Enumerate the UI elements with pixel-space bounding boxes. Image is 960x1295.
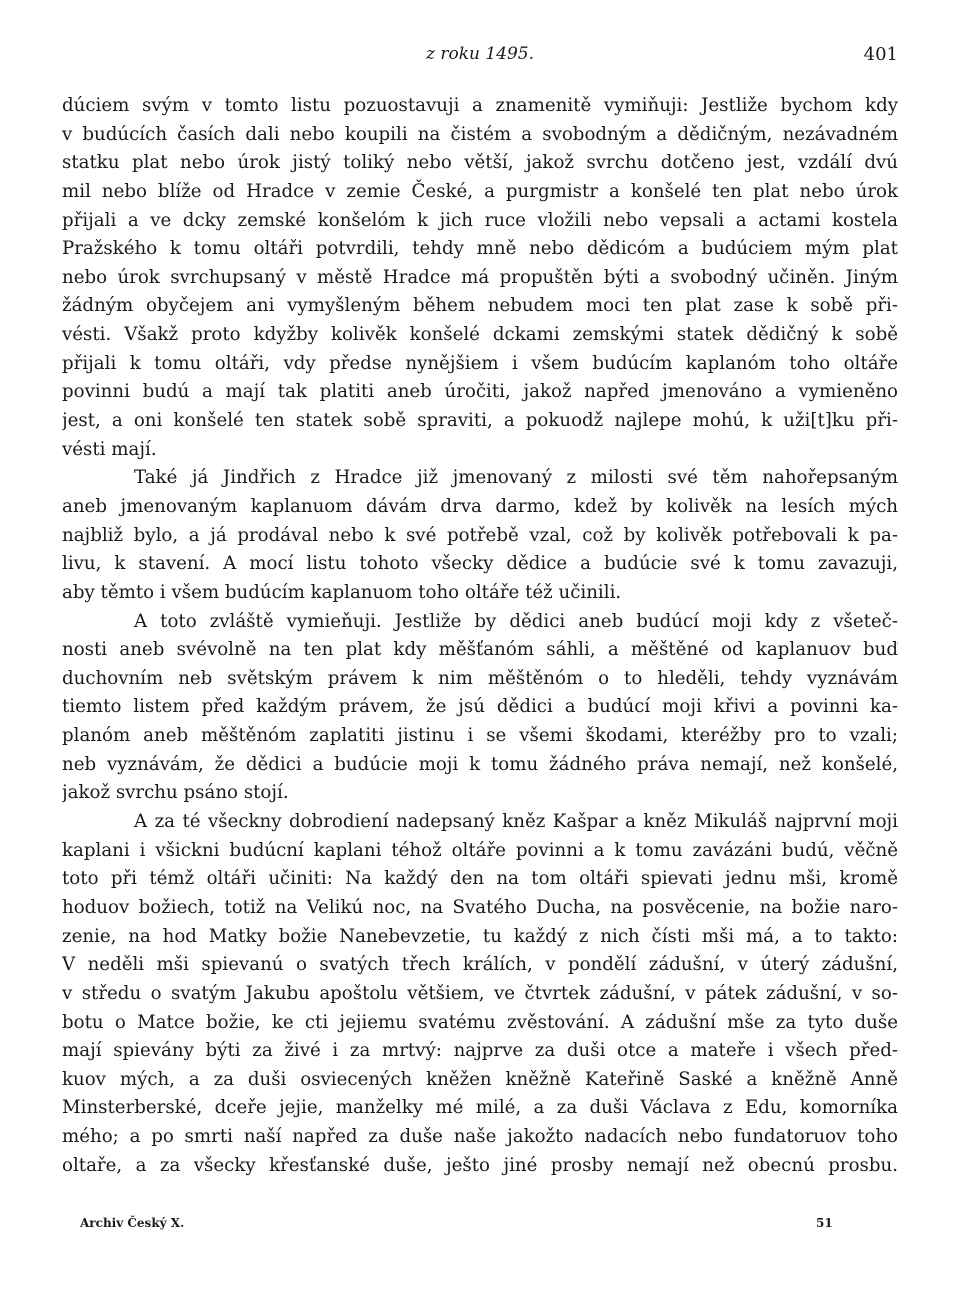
text-line: botu o Matce božie, ke cti jejiemu svatému zvěstování. A zádušní mše za tyto duše [62, 1011, 898, 1033]
text-line: zenie, na hod Matky božie Nanebevzetie, tu každý z nich čísti mši má, a to takto: [62, 925, 898, 947]
text-line: duchovním neb světským právem k nim měštěnóm o to hleděli, tehdy vyznávám [62, 667, 898, 689]
text-line: Pražského k tomu oltáři potvrdili, tehdy mně nebo dědicóm a budúciem mým plat [62, 238, 898, 260]
signature-mark: Archiv Český X. [80, 1216, 185, 1230]
text-line: nosti aneb svévolně na ten plat kdy měšťanóm sáhli, a měštěné od kaplanuov buď [62, 639, 898, 661]
text-line: Minsterberské, dceře jejie, manželky mé milé, a za duši Václava z Edu, komorníka [62, 1097, 898, 1119]
text-line: neb vyznávám, že dědici a budúcie moji k tomu žádného práva nemají, než konšelé, [62, 753, 898, 775]
text-line: vésti. Všakž proto kdyžby kolivěk konšelé dckami zemskými statek dědičný k sobě [62, 324, 898, 346]
text-line: kuov mých, a za duši osviecených kněžen kněžně Kateřině Saské a kněžně Anně [62, 1068, 898, 1090]
text-line: oltaře, a za všecky křesťanské duše, ješto jiné prosby nemají než obecnú prosbu. [62, 1154, 898, 1176]
text-line: mého; a po smrti naší napřed za duše naše jakožto nadacích nebo fundatoruov toho [62, 1126, 898, 1148]
text-line: mil nebo blíže od Hradce v zemie České, a purgmistr a konšelé ten plat nebo úrok [62, 180, 898, 202]
text-line: planóm aneb měštěnóm zaplatiti jistinu i se všemi škodami, kteréžby pro to vzali; [62, 725, 898, 747]
text-line: v budúcích časích dali nebo koupili na čistém a svobodným a dědičným, nezávadném [62, 123, 898, 145]
text-line: Také já Jindřich z Hradce již jmenovaný z milosti své těm nahořepsaným [134, 467, 898, 489]
text-line: aby těmto i všem budúcím kaplanuom toho oltáře též učinili. [62, 581, 622, 603]
text-line: dúciem svým v tomto listu pozuostavuji a znamenitě vymiňuji: Jestliže bychom kdy [62, 95, 898, 116]
text-line: livu, k stavení. A mocí listu tohoto všecky dědice a budúcie své k tomu zavazuji, [62, 553, 898, 575]
text-line: tiemto listem před každým právem, že jsú dědici a budúcí moji křivi a povinni ka- [62, 696, 898, 718]
text-line: statku plat nebo úrok jistý toliký nebo větší, jakož svrchu dotčeno jest, vzdálí dvú [62, 152, 898, 174]
text-line: aneb jmenovaným kaplanuom dávám drva darmo, kdež by kolivěk na lesích mých [62, 495, 898, 517]
text-line: V neděli mši spievanú o svatých třech králích, v pondělí zádušní, v úterý zádušní, [62, 954, 898, 976]
running-head [62, 38, 898, 78]
text-line: nebo úrok svrchupsaný v městě Hradce má propuštěn býti a svobodný učiněn. Jiným [62, 266, 898, 288]
body-text [62, 92, 898, 1180]
text-line: A za té všeckny dobrodiení nadepsaný kněz Kašpar a kněz Mikuláš najprvní moji [134, 811, 898, 833]
text-line: povinni budú a mají tak platiti aneb úročiti, jakož napřed jmenováno a vymieněno [62, 381, 898, 403]
text-line: kaplani i všickni budúcní kaplani téhož oltáře povinni a k tomu zavázáni budú, věčně [62, 839, 898, 861]
book-page [62, 38, 898, 1268]
text-line: žádným obyčejem ani vymyšleným během nebudem moci ten plat zase k sobě při- [62, 295, 898, 317]
text-line: v středu o svatým Jakubu apoštolu většiem, ve čtvrtek zádušní, v pátek zádušní, v so- [62, 982, 898, 1004]
page-number: 401 [863, 44, 898, 65]
sheet-number: 51 [816, 1216, 833, 1230]
page-footer [62, 1216, 898, 1238]
text-line: A toto zvláště vymieňuji. Jestliže by dědici aneb budúcí moji kdy z všeteč- [134, 610, 898, 632]
running-title: z roku 1495. [425, 44, 535, 64]
text-line: jakož svrchu psáno stojí. [62, 782, 289, 804]
text-line: hoduov božiech, totiž na Velikú noc, na Svatého Ducha, na posvěcenie, na božie naro- [62, 896, 898, 918]
text-line: přijali k tomu oltáři, vdy předse nynějšiem i všem budúcím kaplanóm toho oltáře [62, 352, 898, 374]
text-line: mají spievány býti za živé i za mrtvý: najprve za duši otce a mateře i všech před- [62, 1040, 898, 1062]
text-line: najbliž bylo, a já prodával nebo k své potřebě vzal, což by kolivěk potřebovali k pa- [62, 524, 898, 546]
text-line: jest, a oni konšelé ten statek sobě spraviti, a pokuodž najlepe mohú, k uži[t]ku při- [62, 410, 898, 432]
text-line: vésti mají. [62, 438, 157, 460]
text-line: toto při témž oltáři učiniti: Na každý den na tom oltáři spievati jednu mši, kromě [62, 868, 898, 890]
text-line: přijali a ve dcky zemské konšelóm k jich ruce vložili nebo vepsali a actami kostela [62, 209, 898, 231]
